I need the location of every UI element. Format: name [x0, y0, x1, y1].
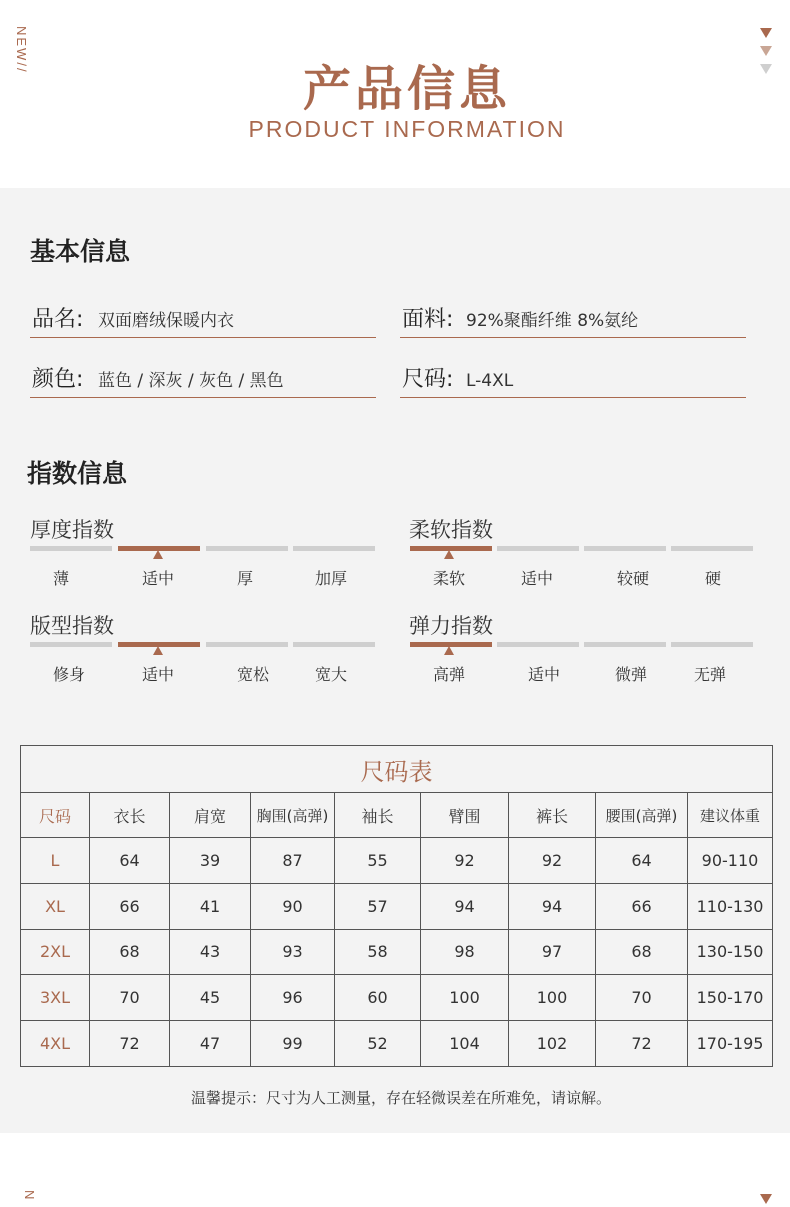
table-cell: 99 — [251, 1021, 335, 1067]
index-bar-segment — [30, 546, 112, 551]
index-option: 薄 — [52, 569, 69, 588]
triangle-icon — [760, 28, 772, 38]
size-table-header-row — [21, 793, 773, 838]
index-option: 适中 — [141, 665, 174, 684]
info-value: 双面磨绒保暖内衣 — [98, 311, 234, 331]
info-key: 颜色: — [32, 367, 84, 392]
table-row — [21, 1021, 773, 1067]
page-title: 产品信息 — [302, 61, 511, 117]
triangle-icon — [760, 1194, 772, 1204]
table-cell: 102 — [509, 1021, 596, 1067]
table-cell: 70 — [596, 975, 688, 1021]
selected-marker-icon — [444, 646, 454, 655]
table-cell: 87 — [251, 838, 335, 884]
column-header: 裤长 — [509, 793, 596, 838]
info-value: 蓝色 / 深灰 / 灰色 / 黑色 — [98, 371, 284, 391]
table-cell: 66 — [596, 883, 688, 929]
index-option: 较硬 — [616, 569, 649, 588]
page-subtitle: PRODUCT INFORMATION — [248, 116, 566, 142]
info-row-color — [30, 357, 376, 398]
table-cell: 100 — [509, 975, 596, 1021]
new-tag: NEW// — [14, 26, 29, 74]
table-cell: XL — [21, 883, 90, 929]
index-bar-segment — [30, 642, 112, 647]
table-cell: 72 — [596, 1021, 688, 1067]
table-cell: 104 — [421, 1021, 509, 1067]
index-option: 修身 — [52, 665, 85, 684]
column-header: 肩宽 — [170, 793, 251, 838]
column-header: 胸围(高弹) — [251, 793, 335, 838]
table-cell: 58 — [335, 929, 421, 975]
info-key: 品名: — [32, 307, 84, 332]
index-option: 柔软 — [432, 569, 465, 588]
info-row-fabric — [400, 297, 746, 338]
table-cell: 2XL — [21, 929, 90, 975]
index-bar-segment — [206, 546, 288, 551]
index-option: 微弹 — [614, 665, 647, 684]
thickness-index-title: 厚度指数 — [30, 518, 114, 542]
index-option: 适中 — [141, 569, 174, 588]
index-bar-segment — [497, 642, 579, 647]
table-cell: 90 — [251, 883, 335, 929]
table-cell: 60 — [335, 975, 421, 1021]
table-cell: 52 — [335, 1021, 421, 1067]
table-cell: 3XL — [21, 975, 90, 1021]
table-row — [21, 883, 773, 929]
table-cell: 98 — [421, 929, 509, 975]
size-tip-note: 温馨提示：尺寸为人工测量，存在轻微误差在所难免，请谅解。 — [190, 1089, 611, 1107]
table-cell: 93 — [251, 929, 335, 975]
index-info-title: 指数信息 — [27, 459, 128, 488]
index-option: 加厚 — [314, 569, 347, 588]
table-cell: 64 — [90, 838, 170, 884]
index-option: 硬 — [704, 569, 721, 588]
column-header: 尺码 — [21, 793, 90, 838]
column-header: 臂围 — [421, 793, 509, 838]
table-cell: 45 — [170, 975, 251, 1021]
table-cell: 92 — [509, 838, 596, 884]
index-bar-segment — [671, 546, 753, 551]
table-cell: 68 — [596, 929, 688, 975]
table-cell: 94 — [421, 883, 509, 929]
table-cell: 70 — [90, 975, 170, 1021]
index-bar-segment — [671, 642, 753, 647]
index-option: 宽松 — [236, 665, 269, 684]
triangle-icon — [760, 64, 772, 74]
size-table — [20, 745, 773, 1067]
selected-marker-icon — [153, 646, 163, 655]
index-bar-segment — [497, 546, 579, 551]
table-row — [21, 838, 773, 884]
table-cell: 66 — [90, 883, 170, 929]
table-cell: 170-195 — [688, 1021, 773, 1067]
info-row-size — [400, 357, 746, 398]
size-table-title: 尺码表 — [21, 746, 773, 793]
table-cell: 90-110 — [688, 838, 773, 884]
table-cell: 4XL — [21, 1021, 90, 1067]
table-row — [21, 975, 773, 1021]
info-value: 92%聚酯纤维 8%氨纶 — [466, 311, 639, 331]
table-cell: 96 — [251, 975, 335, 1021]
index-option: 适中 — [520, 569, 553, 588]
table-cell: 150-170 — [688, 975, 773, 1021]
table-cell: 68 — [90, 929, 170, 975]
index-option: 适中 — [527, 665, 560, 684]
table-cell: 64 — [596, 838, 688, 884]
index-option: 高弹 — [432, 665, 465, 684]
index-bar-segment — [293, 642, 375, 647]
footer-mark: N — [22, 1190, 37, 1200]
table-cell: 41 — [170, 883, 251, 929]
table-cell: 39 — [170, 838, 251, 884]
triangle-icon — [760, 46, 772, 56]
basic-info-title: 基本信息 — [30, 237, 131, 266]
table-cell: 97 — [509, 929, 596, 975]
index-option: 厚 — [236, 569, 253, 588]
table-row — [21, 929, 773, 975]
table-cell: 130-150 — [688, 929, 773, 975]
column-header: 建议体重 — [688, 793, 773, 838]
index-bar-segment — [584, 546, 666, 551]
index-option: 宽大 — [314, 665, 347, 684]
table-cell: 57 — [335, 883, 421, 929]
table-cell: 100 — [421, 975, 509, 1021]
index-bar-segment — [293, 546, 375, 551]
table-cell: 110-130 — [688, 883, 773, 929]
column-header: 袖长 — [335, 793, 421, 838]
table-cell: 47 — [170, 1021, 251, 1067]
table-cell: 43 — [170, 929, 251, 975]
info-value: L-4XL — [466, 371, 514, 391]
table-cell: 94 — [509, 883, 596, 929]
column-header: 腰围(高弹) — [596, 793, 688, 838]
index-bar-segment — [584, 642, 666, 647]
column-header: 衣长 — [90, 793, 170, 838]
table-cell: 72 — [90, 1021, 170, 1067]
page-header — [0, 0, 790, 188]
info-key: 尺码: — [402, 367, 454, 392]
selected-marker-icon — [444, 550, 454, 559]
info-row-name — [30, 297, 376, 338]
elasticity-index-title: 弹力指数 — [409, 614, 493, 638]
info-key: 面料: — [402, 307, 454, 332]
fit-index-title: 版型指数 — [30, 614, 114, 638]
index-option: 无弹 — [693, 665, 726, 684]
index-bar-segment — [206, 642, 288, 647]
table-cell: 55 — [335, 838, 421, 884]
table-cell: 92 — [421, 838, 509, 884]
softness-index-title: 柔软指数 — [409, 518, 493, 542]
selected-marker-icon — [153, 550, 163, 559]
table-cell: L — [21, 838, 90, 884]
